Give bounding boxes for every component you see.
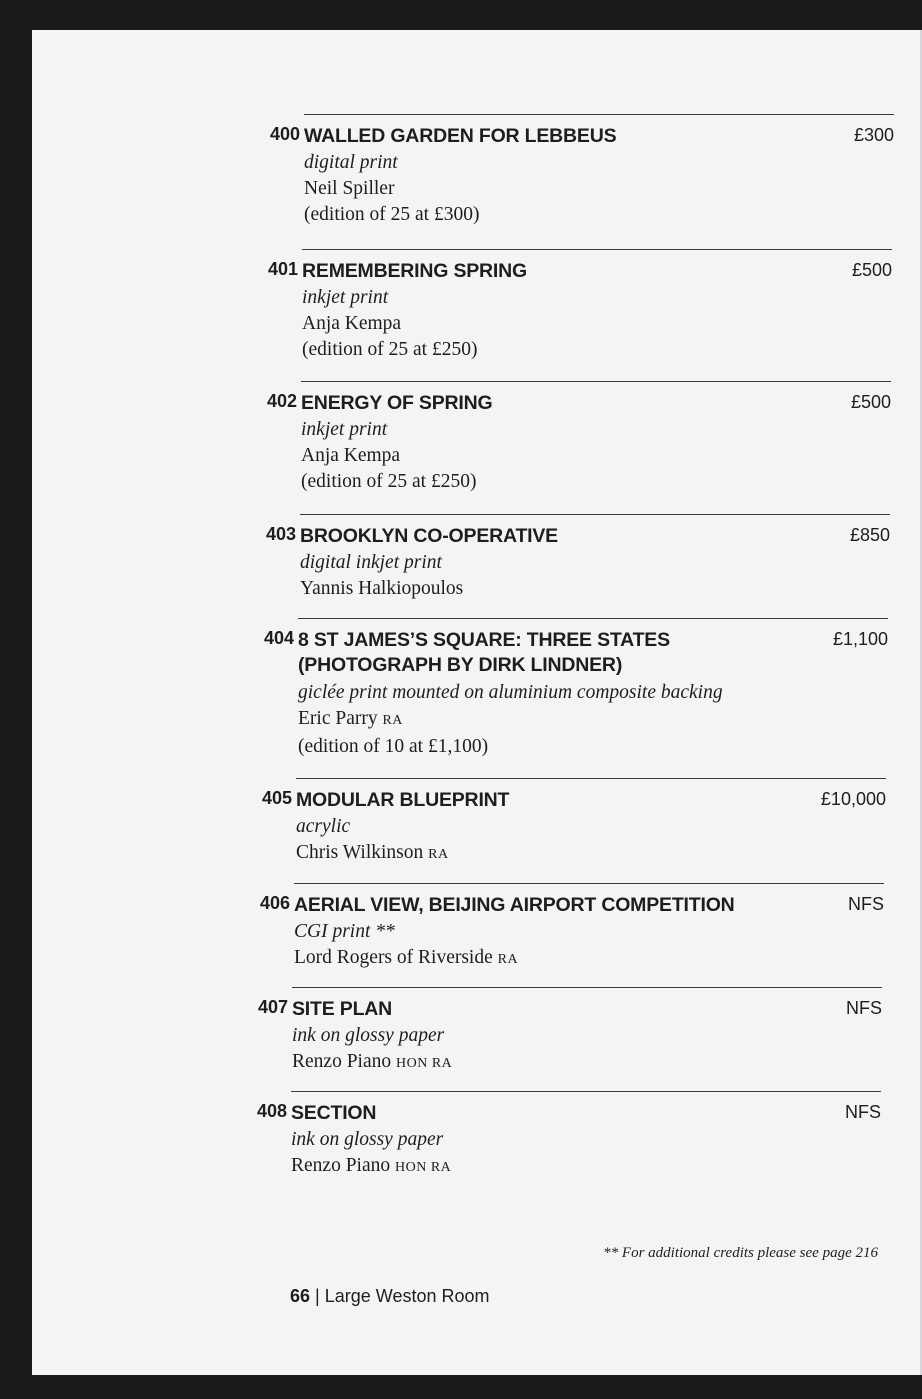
artist-name: Chris Wilkinson [296,842,424,863]
artist-name: Renzo Piano [292,1051,392,1072]
entry-price: NFS [846,998,882,1018]
entry-number: 400 [269,124,300,144]
artist-suffix: HON RA [394,1160,452,1175]
entry-divider [298,618,888,619]
entry-medium: giclée print mounted on aluminium composite backing [298,682,723,703]
entry-title: REMEMBERING SPRING [302,260,528,282]
footnote: ** For additional credits please see page 216 [603,1245,878,1261]
artist-name: Yannis Halkiopoulos [300,578,464,599]
entry-details [291,1127,451,1181]
artist-name: Anja Kempa [302,313,402,334]
artist-suffix: RA [428,847,449,862]
entry-divider [301,381,891,382]
entry-title: BROOKLYN CO-OPERATIVE [300,525,558,547]
entry-details [302,285,477,363]
artist-suffix: RA [497,952,519,967]
entry-title: 8 ST JAMES’S SQUARE: THREE STATES (PHOTOGRAPH BY DIRK LINDNER) [298,629,670,676]
entry-price: £1,100 [832,629,888,649]
entry-artist [291,1153,451,1181]
page-number: 66 [290,1286,311,1306]
entry-artist [294,945,518,973]
entry-number: 402 [266,391,297,411]
entry-medium: acrylic [296,816,351,837]
entry-artist [302,311,477,337]
entry-edition: (edition of 25 at £300) [304,204,480,225]
entry-price: £10,000 [820,789,886,809]
entry-details [296,814,449,868]
entry-price: £500 [850,392,891,412]
artist-name: Neil Spiller [304,178,395,199]
entry-title: SITE PLAN [292,998,393,1020]
entry-number: 403 [265,524,296,544]
entry-medium: digital inkjet print [300,552,442,573]
entry-divider [296,778,886,779]
entry-medium: CGI print ** [294,921,395,942]
artist-suffix: HON RA [395,1056,453,1071]
page-footer [290,1286,490,1307]
artist-name: Anja Kempa [301,445,401,466]
entry-divider [300,514,890,515]
entry-details [304,150,479,228]
entry-number: 404 [263,628,294,648]
entry-price: £500 [851,260,892,280]
entry-medium: digital print [304,152,398,173]
entry-artist [298,706,723,734]
artist-name: Lord Rogers of Riverside [294,947,493,968]
entry-edition: (edition of 10 at £1,100) [298,736,489,757]
entry-medium: ink on glossy paper [292,1025,445,1046]
entry-number: 407 [257,997,288,1017]
entry-title: WALLED GARDEN FOR LEBBEUS [304,125,617,147]
entry-edition: (edition of 25 at £250) [301,471,477,492]
entry-title: AERIAL VIEW, BEIJING AIRPORT COMPETITION [294,894,735,916]
artist-suffix: RA [382,713,403,728]
entry-details [298,680,723,760]
entry-price: £850 [849,525,890,545]
entry-details [300,550,463,602]
entry-details [292,1023,452,1077]
entry-details [294,919,518,973]
entry-artist [292,1049,452,1077]
artist-name: Renzo Piano [291,1155,391,1176]
entry-medium: inkjet print [301,419,388,440]
entry-number: 405 [261,788,292,808]
entry-medium: inkjet print [302,287,389,308]
entry-divider [304,114,894,115]
room-name: Large Weston Room [324,1286,490,1306]
entry-title: MODULAR BLUEPRINT [296,789,510,811]
entry-price: NFS [845,1102,881,1122]
entry-price: £300 [853,125,894,145]
entry-artist [300,576,463,602]
entry-title: ENERGY OF SPRING [301,392,493,414]
entry-title: SECTION [291,1102,377,1124]
entry-medium: ink on glossy paper [291,1129,444,1150]
entry-edition: (edition of 25 at £250) [302,339,478,360]
entry-details [301,417,476,495]
entry-number: 406 [259,893,290,913]
entry-price: NFS [848,894,884,914]
artist-name: Eric Parry [298,708,378,729]
entry-divider [291,1091,881,1092]
catalogue-page [32,30,922,1375]
entry-artist [296,840,449,868]
footer-separator: | [315,1286,320,1306]
entry-artist [301,443,476,469]
entry-number: 408 [256,1101,287,1121]
entry-divider [292,987,882,988]
entry-number: 401 [267,259,298,279]
entry-divider [302,249,892,250]
entry-divider [294,883,884,884]
entry-artist [304,176,479,202]
